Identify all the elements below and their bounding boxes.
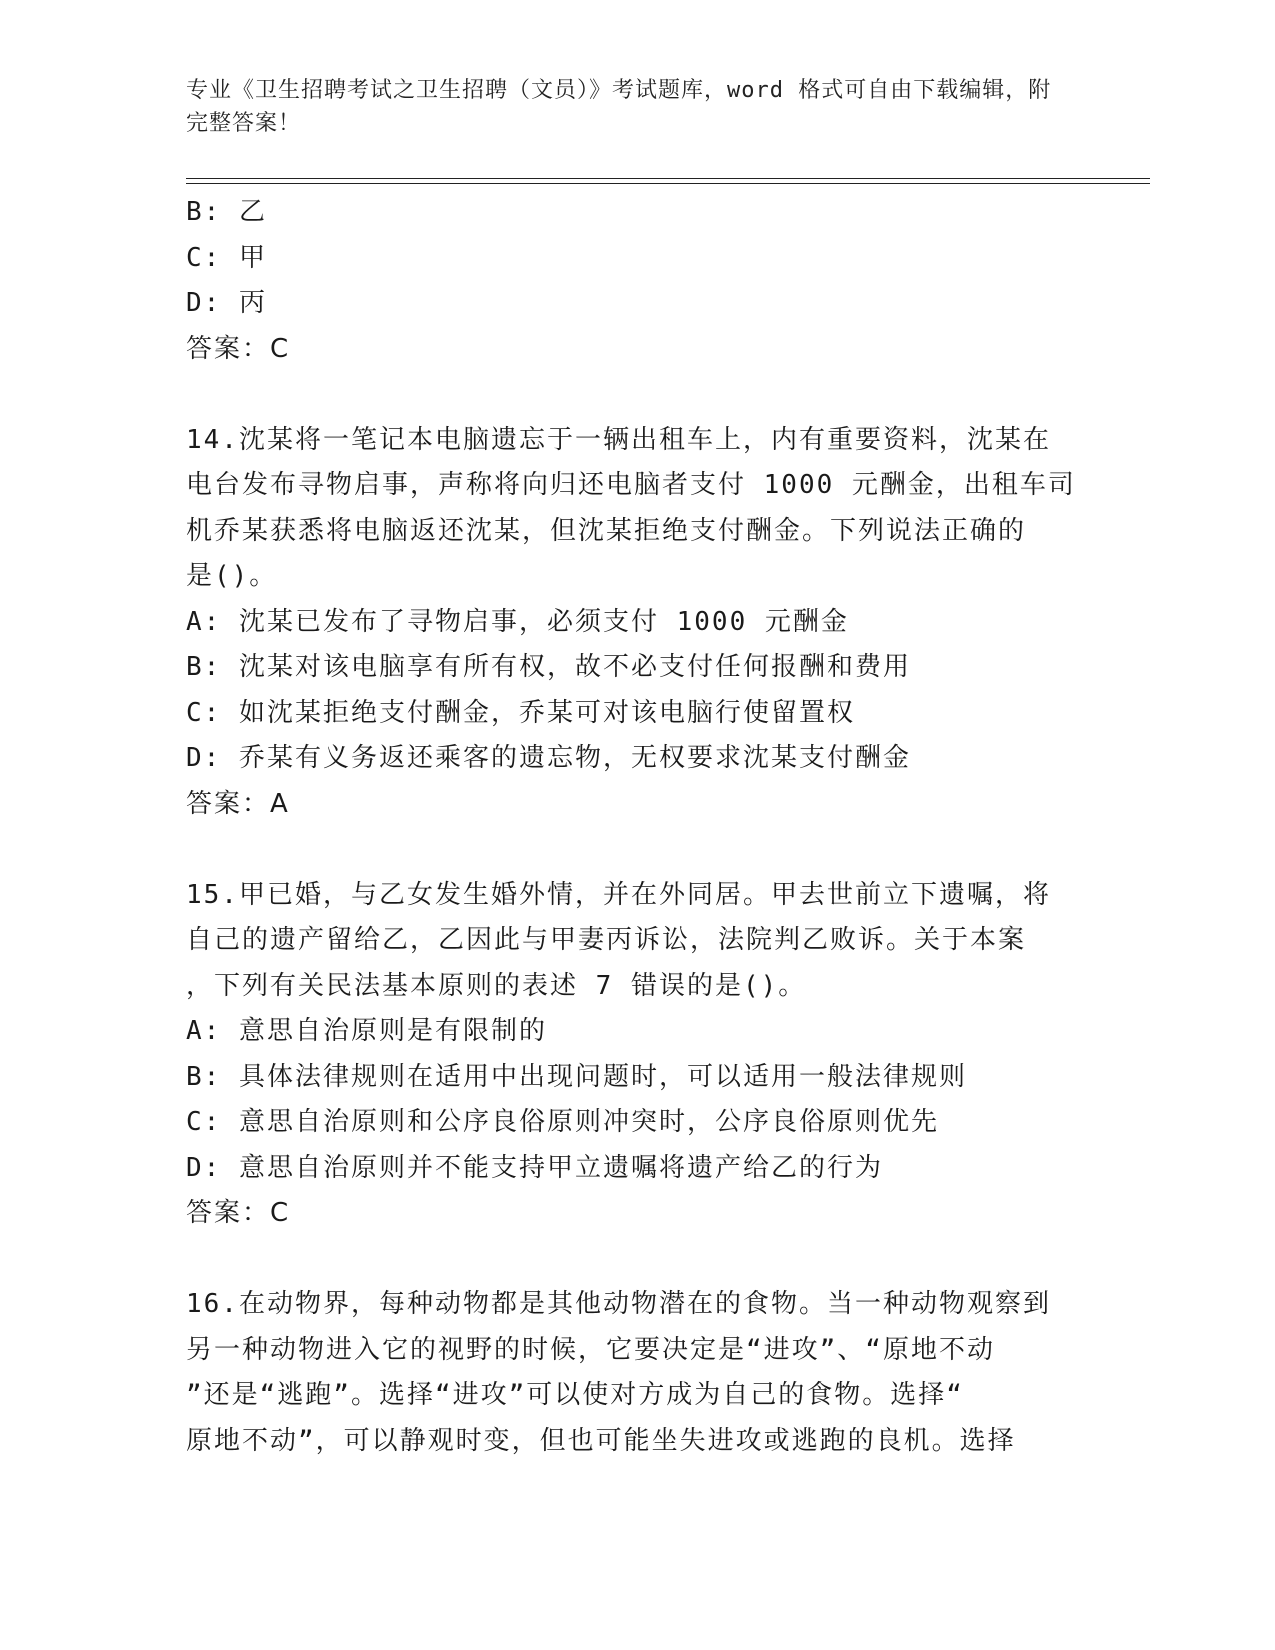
header-divider (186, 178, 1150, 184)
option-d: D: 乔某有义务返还乘客的遗忘物，无权要求沈某支付酬金 (186, 743, 911, 773)
question-stem-line: 16.在动物界，每种动物都是其他动物潜在的食物。当一种动物观察到 (186, 1289, 1051, 1319)
option-a: A: 意思自治原则是有限制的 (186, 1016, 547, 1046)
question-stem-line: 是()。 (186, 561, 278, 591)
document-header (186, 74, 1066, 140)
question-stem-line: 14.沈某将一笔记本电脑遗忘于一辆出租车上，内有重要资料，沈某在 (186, 424, 1051, 455)
option-c: C: 意思自治原则和公序良俗原则冲突时，公序良俗原则优先 (186, 1107, 939, 1137)
prev-question-block (186, 190, 1066, 372)
question-14 (186, 418, 1076, 828)
spacer (186, 1237, 1066, 1283)
question-15 (186, 873, 1066, 1237)
question-stem-line: ”还是“逃跑”。选择“进攻”可以使对方成为自己的食物。选择“ (186, 1380, 964, 1410)
option-c: C: 如沈某拒绝支付酬金，乔某可对该电脑行使留置权 (186, 697, 855, 728)
question-16 (186, 1282, 1066, 1464)
answer-line: 答案：C (186, 1198, 291, 1228)
spacer (186, 372, 1066, 418)
answer-line: 答案：C (186, 333, 291, 364)
option-d: D: 丙 (186, 288, 267, 318)
option-a: A: 沈某已发布了寻物启事，必须支付 1000 元酬金 (186, 606, 849, 637)
question-stem-line: 自己的遗产留给乙，乙因此与甲妻丙诉讼，法院判乙败诉。关于本案 (186, 925, 1027, 955)
question-stem-line: ，下列有关民法基本原则的表述 7 错误的是()。 (186, 970, 807, 1001)
question-content (186, 190, 1076, 1464)
question-stem-line: 另一种动物进入它的视野的时候，它要决定是“进攻”、“原地不动 (186, 1334, 995, 1365)
question-stem-line: 15.甲已婚，与乙女发生婚外情，并在外同居。甲去世前立下遗嘱，将 (186, 879, 1051, 910)
option-c: C: 甲 (186, 242, 267, 273)
option-b: B: 乙 (186, 197, 267, 227)
header-title: 专业《卫生招聘考试之卫生招聘（文员）》考试题库，word 格式可自由下载编辑，附完整答案！ (186, 78, 1052, 136)
answer-line: 答案：A (186, 788, 290, 819)
question-stem-line: 电台发布寻物启事，声称将向归还电脑者支付 1000 元酬金，出租车司 (186, 470, 1076, 500)
option-b: B: 具体法律规则在适用中出现问题时，可以适用一般法律规则 (186, 1061, 967, 1092)
question-stem-line: 机乔某获悉将电脑返还沈某，但沈某拒绝支付酬金。下列说法正确的 (186, 515, 1027, 546)
option-d: D: 意思自治原则并不能支持甲立遗嘱将遗产给乙的行为 (186, 1152, 883, 1183)
question-stem-line: 原地不动”，可以静观时变，但也可能坐失进攻或逃跑的良机。选择 (186, 1425, 1016, 1456)
option-b: B: 沈某对该电脑享有所有权，故不必支付任何报酬和费用 (186, 652, 911, 682)
spacer (186, 827, 1066, 873)
